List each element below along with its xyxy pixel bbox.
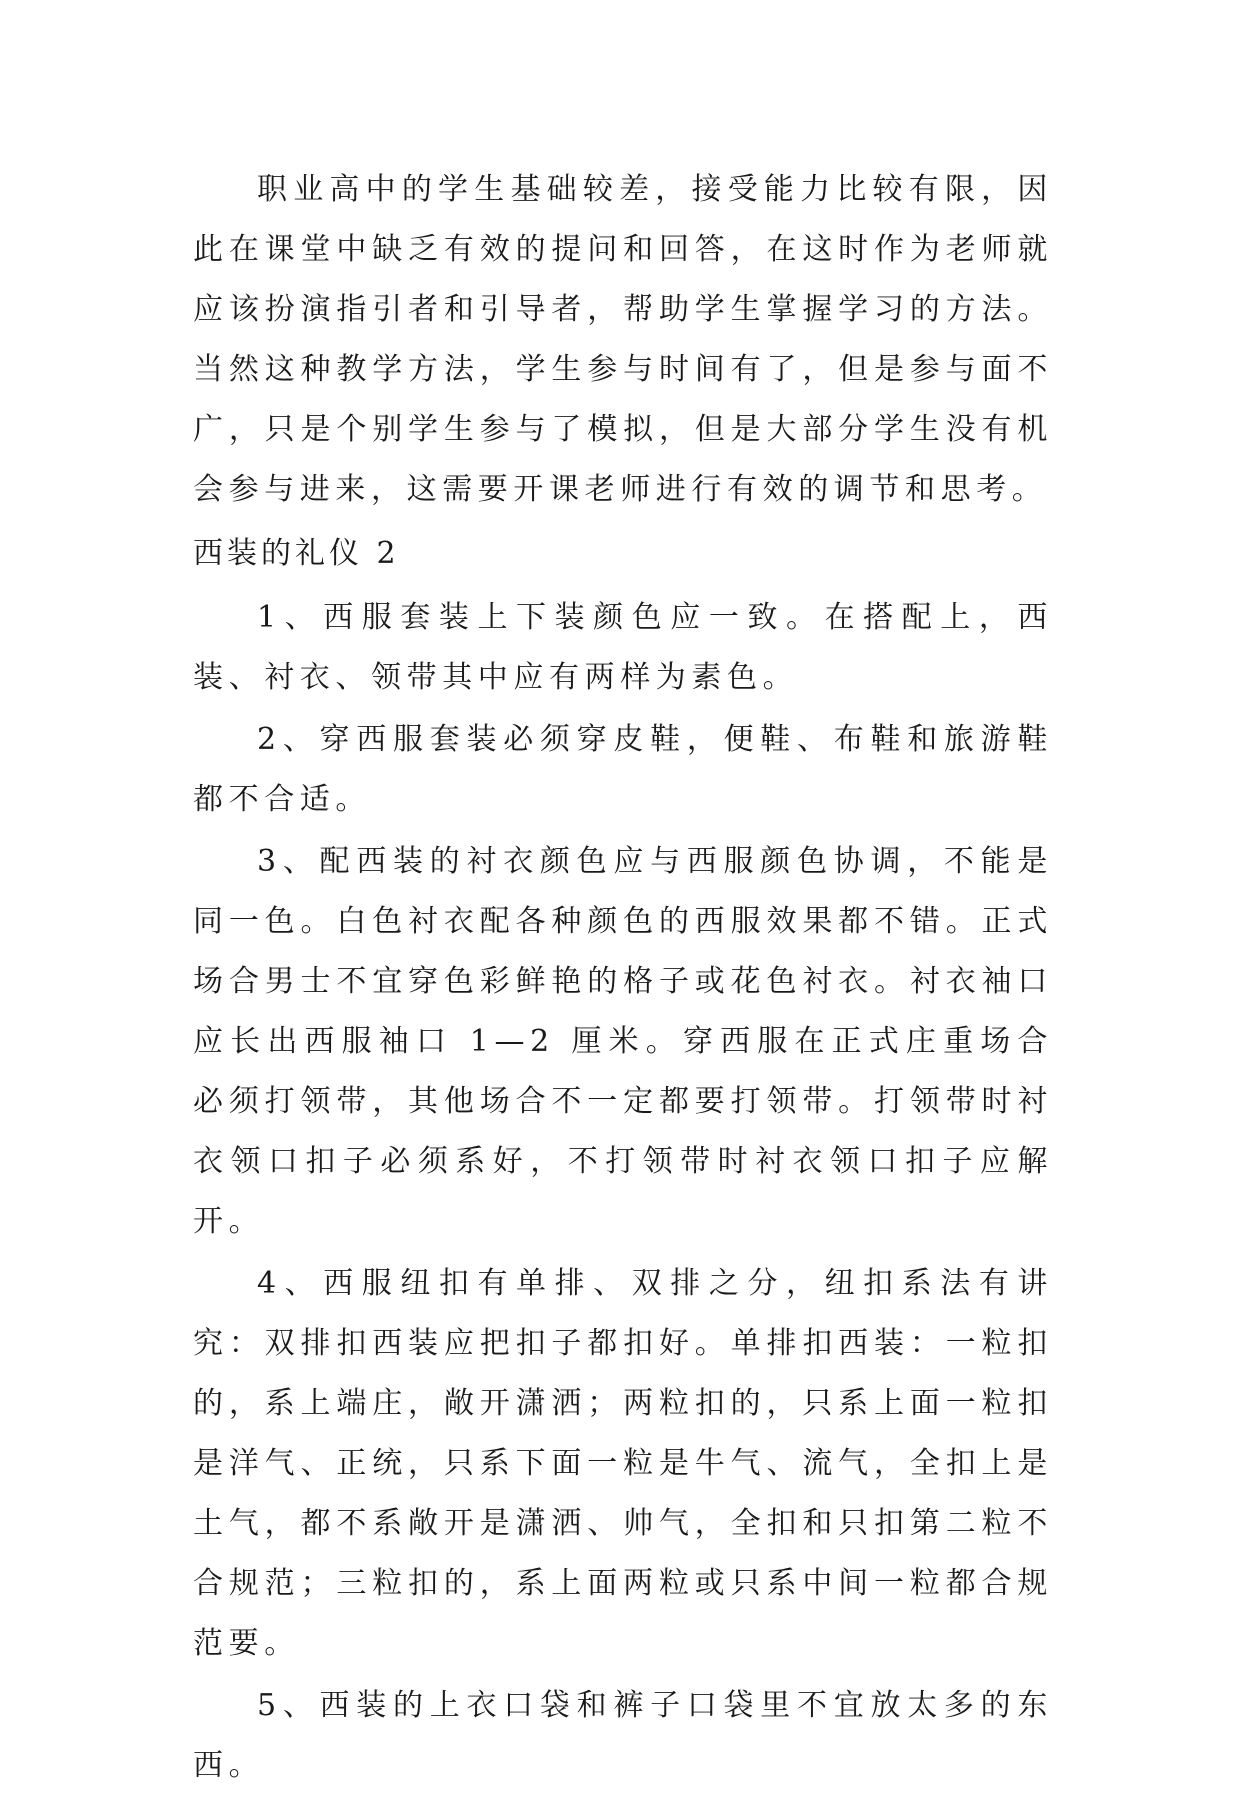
list-item: 4、西服纽扣有单排、双排之分，纽扣系法有讲究：双排扣西装应把扣子都扣好。单排扣西装：一粒扣的，系上端庄，敞开潇洒；两粒扣的，只系上面一粒扣是洋气、正统，只系下面一粒是牛气、流气，全扣上是土气，都不系敞开是潇洒、帅气，全扣和只扣第二粒不合规范；三粒扣的，系上面两粒或只系中间一粒都合规范要。 [193, 1266, 1053, 1661]
list-item: 5、西装的上衣口袋和裤子口袋里不宜放太多的东西。 [193, 1688, 1053, 1783]
list-item: 2、穿西服套装必须穿皮鞋，便鞋、布鞋和旅游鞋都不合适。 [193, 722, 1053, 817]
document-body [193, 160, 1053, 1796]
list-item: 3、配西装的衬衣颜色应与西服颜色协调，不能是同一色。白色衬衣配各种颜色的西服效果都不错。正式场合男士不宜穿色彩鲜艳的格子或花色衬衣。衬衣袖口应长出西服袖口 1—2 厘米。穿西服在正式庄重场合必须打领带，其他场合不一定都要打领带。打领带时衬衣领口扣子必须系好，不打领带时衬衣领口扣子应解开。 [193, 844, 1053, 1239]
list-item: 1、西服套装上下装颜色应一致。在搭配上，西装、衬衣、领带其中应有两样为素色。 [193, 600, 1053, 695]
intro-paragraph: 职业高中的学生基础较差，接受能力比较有限，因此在课堂中缺乏有效的提问和回答，在这时作为老师就应该扮演指引者和引导者，帮助学生掌握学习的方法。当然这种教学方法，学生参与时间有了，但是参与面不广，只是个别学生参与了模拟，但是大部分学生没有机会参与进来，这需要开课老师进行有效的调节和思考。 [193, 172, 1053, 507]
section-title: 西装的礼仪 2 [193, 536, 400, 571]
